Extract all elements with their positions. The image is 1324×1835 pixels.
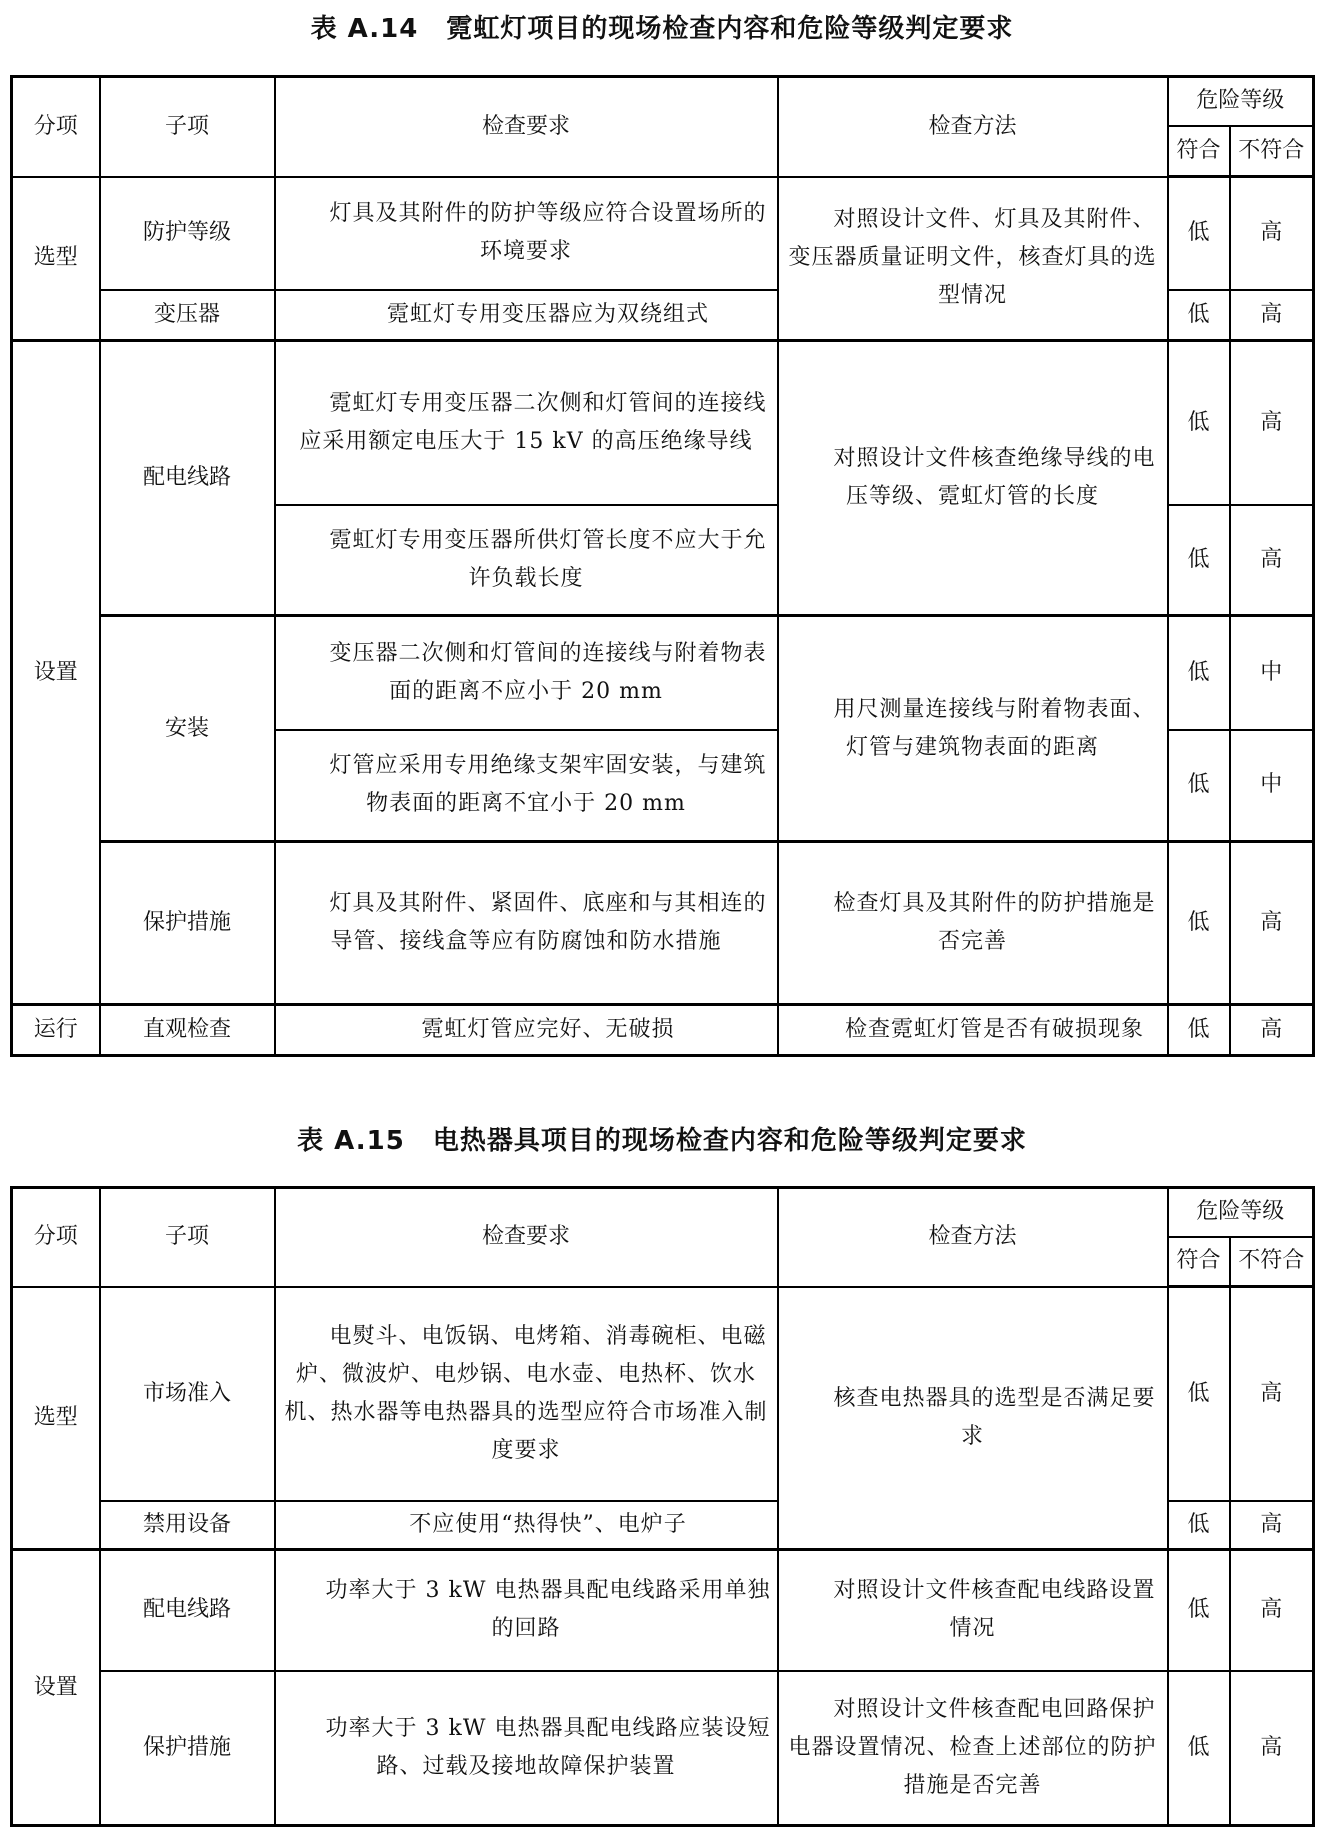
method-cell: 检查霓虹灯管是否有破损现象	[778, 1005, 1168, 1056]
table-a14-title	[0, 8, 1324, 45]
subitem-cell: 防护等级	[100, 177, 275, 290]
header-method: 检查方法	[778, 77, 1168, 177]
noncompliant-cell: 高	[1230, 505, 1314, 616]
compliant-cell: 低	[1168, 1005, 1230, 1056]
table-row	[12, 1671, 1314, 1826]
table-row	[12, 842, 1314, 1005]
header-noncompliant: 不符合	[1230, 1237, 1314, 1287]
requirement-cell: 灯具及其附件的防护等级应符合设置场所的环境要求	[275, 177, 778, 290]
subitem-cell: 安装	[100, 616, 275, 842]
header-risk-level: 危险等级	[1168, 1188, 1314, 1237]
noncompliant-cell: 高	[1230, 842, 1314, 1005]
compliant-cell: 低	[1168, 1671, 1230, 1826]
requirement-cell: 功率大于 3 kW 电热器具配电线路采用单独的回路	[275, 1550, 778, 1671]
compliant-cell: 低	[1168, 1550, 1230, 1671]
compliant-cell: 低	[1168, 1287, 1230, 1501]
compliant-cell: 低	[1168, 177, 1230, 290]
header-subitem: 子项	[100, 77, 275, 177]
method-cell: 对照设计文件核查绝缘导线的电压等级、霓虹灯管的长度	[778, 341, 1168, 616]
method-cell: 检查灯具及其附件的防护措施是否完善	[778, 842, 1168, 1005]
noncompliant-cell: 高	[1230, 341, 1314, 505]
noncompliant-cell: 中	[1230, 730, 1314, 842]
method-cell: 对照设计文件、灯具及其附件、变压器质量证明文件，核查灯具的选型情况	[778, 177, 1168, 341]
compliant-cell: 低	[1168, 1501, 1230, 1550]
subitem-cell: 配电线路	[100, 1550, 275, 1671]
compliant-cell: 低	[1168, 290, 1230, 341]
noncompliant-cell: 高	[1230, 290, 1314, 341]
requirement-cell: 霓虹灯专用变压器应为双绕组式	[275, 290, 778, 341]
compliant-cell: 低	[1168, 842, 1230, 1005]
category-cell: 选型	[12, 1287, 100, 1550]
table-a14	[10, 75, 1315, 1057]
noncompliant-cell: 高	[1230, 177, 1314, 290]
category-cell: 运行	[12, 1005, 100, 1056]
method-cell: 对照设计文件核查配电回路保护电器设置情况、检查上述部位的防护措施是否完善	[778, 1671, 1168, 1826]
table-a14-caption: 霓虹灯项目的现场检查内容和危险等级判定要求	[446, 14, 1014, 44]
table-row	[12, 1005, 1314, 1056]
noncompliant-cell: 高	[1230, 1287, 1314, 1501]
compliant-cell: 低	[1168, 616, 1230, 730]
method-cell: 用尺测量连接线与附着物表面、灯管与建筑物表面的距离	[778, 616, 1168, 842]
header-category: 分项	[12, 1188, 100, 1287]
table-a15-title	[0, 1120, 1324, 1157]
header-subitem: 子项	[100, 1188, 275, 1287]
requirement-cell: 霓虹灯专用变压器所供灯管长度不应大于允许负载长度	[275, 505, 778, 616]
method-cell: 对照设计文件核查配电线路设置情况	[778, 1550, 1168, 1671]
header-method: 检查方法	[778, 1188, 1168, 1287]
requirement-cell: 霓虹灯专用变压器二次侧和灯管间的连接线应采用额定电压大于 15 kV 的高压绝缘导线	[275, 341, 778, 505]
compliant-cell: 低	[1168, 341, 1230, 505]
subitem-cell: 变压器	[100, 290, 275, 341]
requirement-cell: 电熨斗、电饭锅、电烤箱、消毒碗柜、电磁炉、微波炉、电炒锅、电水壶、电热杯、饮水机、热水器等电热器具的选型应符合市场准入制度要求	[275, 1287, 778, 1501]
compliant-cell: 低	[1168, 505, 1230, 616]
requirement-cell: 灯具及其附件、紧固件、底座和与其相连的导管、接线盒等应有防腐蚀和防水措施	[275, 842, 778, 1005]
category-cell: 设置	[12, 341, 100, 1005]
method-cell: 核查电热器具的选型是否满足要求	[778, 1287, 1168, 1550]
table-a14-number: 表 A.14	[310, 14, 419, 44]
requirement-cell: 灯管应采用专用绝缘支架牢固安装，与建筑物表面的距离不宜小于 20 mm	[275, 730, 778, 842]
subitem-cell: 禁用设备	[100, 1501, 275, 1550]
compliant-cell: 低	[1168, 730, 1230, 842]
subitem-cell: 保护措施	[100, 842, 275, 1005]
header-requirement: 检查要求	[275, 1188, 778, 1287]
table-row	[12, 1550, 1314, 1671]
subitem-cell: 直观检查	[100, 1005, 275, 1056]
subitem-cell: 配电线路	[100, 341, 275, 616]
noncompliant-cell: 高	[1230, 1671, 1314, 1826]
noncompliant-cell: 高	[1230, 1005, 1314, 1056]
table-row	[12, 1287, 1314, 1501]
category-cell: 选型	[12, 177, 100, 341]
table-a15-caption: 电热器具项目的现场检查内容和危险等级判定要求	[432, 1126, 1027, 1156]
table-row	[12, 177, 1314, 290]
requirement-cell: 功率大于 3 kW 电热器具配电线路应装设短路、过载及接地故障保护装置	[275, 1671, 778, 1826]
table-row	[12, 616, 1314, 730]
requirement-cell: 霓虹灯管应完好、无破损	[275, 1005, 778, 1056]
category-cell: 设置	[12, 1550, 100, 1826]
noncompliant-cell: 高	[1230, 1550, 1314, 1671]
requirement-cell: 变压器二次侧和灯管间的连接线与附着物表面的距离不应小于 20 mm	[275, 616, 778, 730]
subitem-cell: 保护措施	[100, 1671, 275, 1826]
header-risk-level: 危险等级	[1168, 77, 1314, 126]
noncompliant-cell: 中	[1230, 616, 1314, 730]
table-row	[12, 341, 1314, 505]
header-compliant: 符合	[1168, 126, 1230, 177]
table-a15	[10, 1186, 1315, 1827]
subitem-cell: 市场准入	[100, 1287, 275, 1501]
header-category: 分项	[12, 77, 100, 177]
table-a15-number: 表 A.15	[297, 1126, 405, 1156]
header-requirement: 检查要求	[275, 77, 778, 177]
header-compliant: 符合	[1168, 1237, 1230, 1287]
noncompliant-cell: 高	[1230, 1501, 1314, 1550]
requirement-cell: 不应使用“热得快”、电炉子	[275, 1501, 778, 1550]
header-noncompliant: 不符合	[1230, 126, 1314, 177]
